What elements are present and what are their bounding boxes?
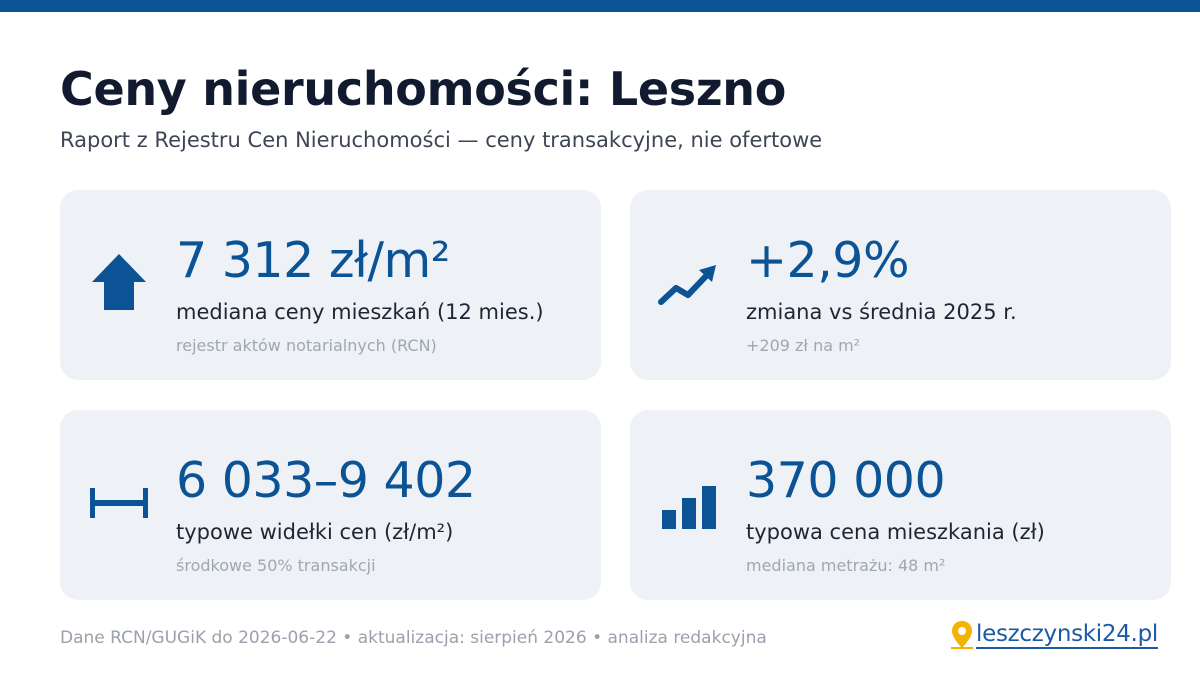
stat-label: zmiana vs średnia 2025 r. [746, 300, 1017, 324]
house-icon [88, 252, 150, 314]
page-title: Ceny nieruchomości: Leszno [60, 62, 787, 116]
site-logo[interactable] [950, 618, 1158, 652]
map-pin-icon [950, 620, 974, 650]
stat-value: +2,9% [746, 232, 910, 289]
stat-value: 370 000 [746, 452, 946, 509]
stat-card-change [630, 190, 1171, 380]
stat-card-typical-price [630, 410, 1171, 600]
stat-value: 7 312 zł/m² [176, 232, 450, 289]
footer-source-note: Dane RCN/GUGiK do 2026-06-22 • aktualizacja: sierpień 2026 • analiza redakcyjna [60, 628, 767, 648]
stat-label: mediana ceny mieszkań (12 mies.) [176, 300, 544, 324]
trend-up-icon [658, 252, 720, 314]
stat-note: rejestr aktów notarialnych (RCN) [176, 336, 437, 355]
stat-card-price-range [60, 410, 601, 600]
stat-label: typowe widełki cen (zł/m²) [176, 520, 454, 544]
stat-value: 6 033–9 402 [176, 452, 476, 509]
page-subtitle: Raport z Rejestru Cen Nieruchomości — ceny transakcyjne, nie ofertowe [60, 128, 823, 152]
stat-label: typowa cena mieszkania (zł) [746, 520, 1045, 544]
stat-note: mediana metrażu: 48 m² [746, 556, 946, 575]
stat-note: +209 zł na m² [746, 336, 861, 355]
bar-chart-icon [658, 472, 720, 534]
logo-text: leszczynski24.pl [976, 621, 1158, 647]
range-icon [88, 472, 150, 534]
stat-note: środkowe 50% transakcji [176, 556, 376, 575]
top-accent-bar [0, 0, 1200, 12]
stat-card-median-price [60, 190, 601, 380]
